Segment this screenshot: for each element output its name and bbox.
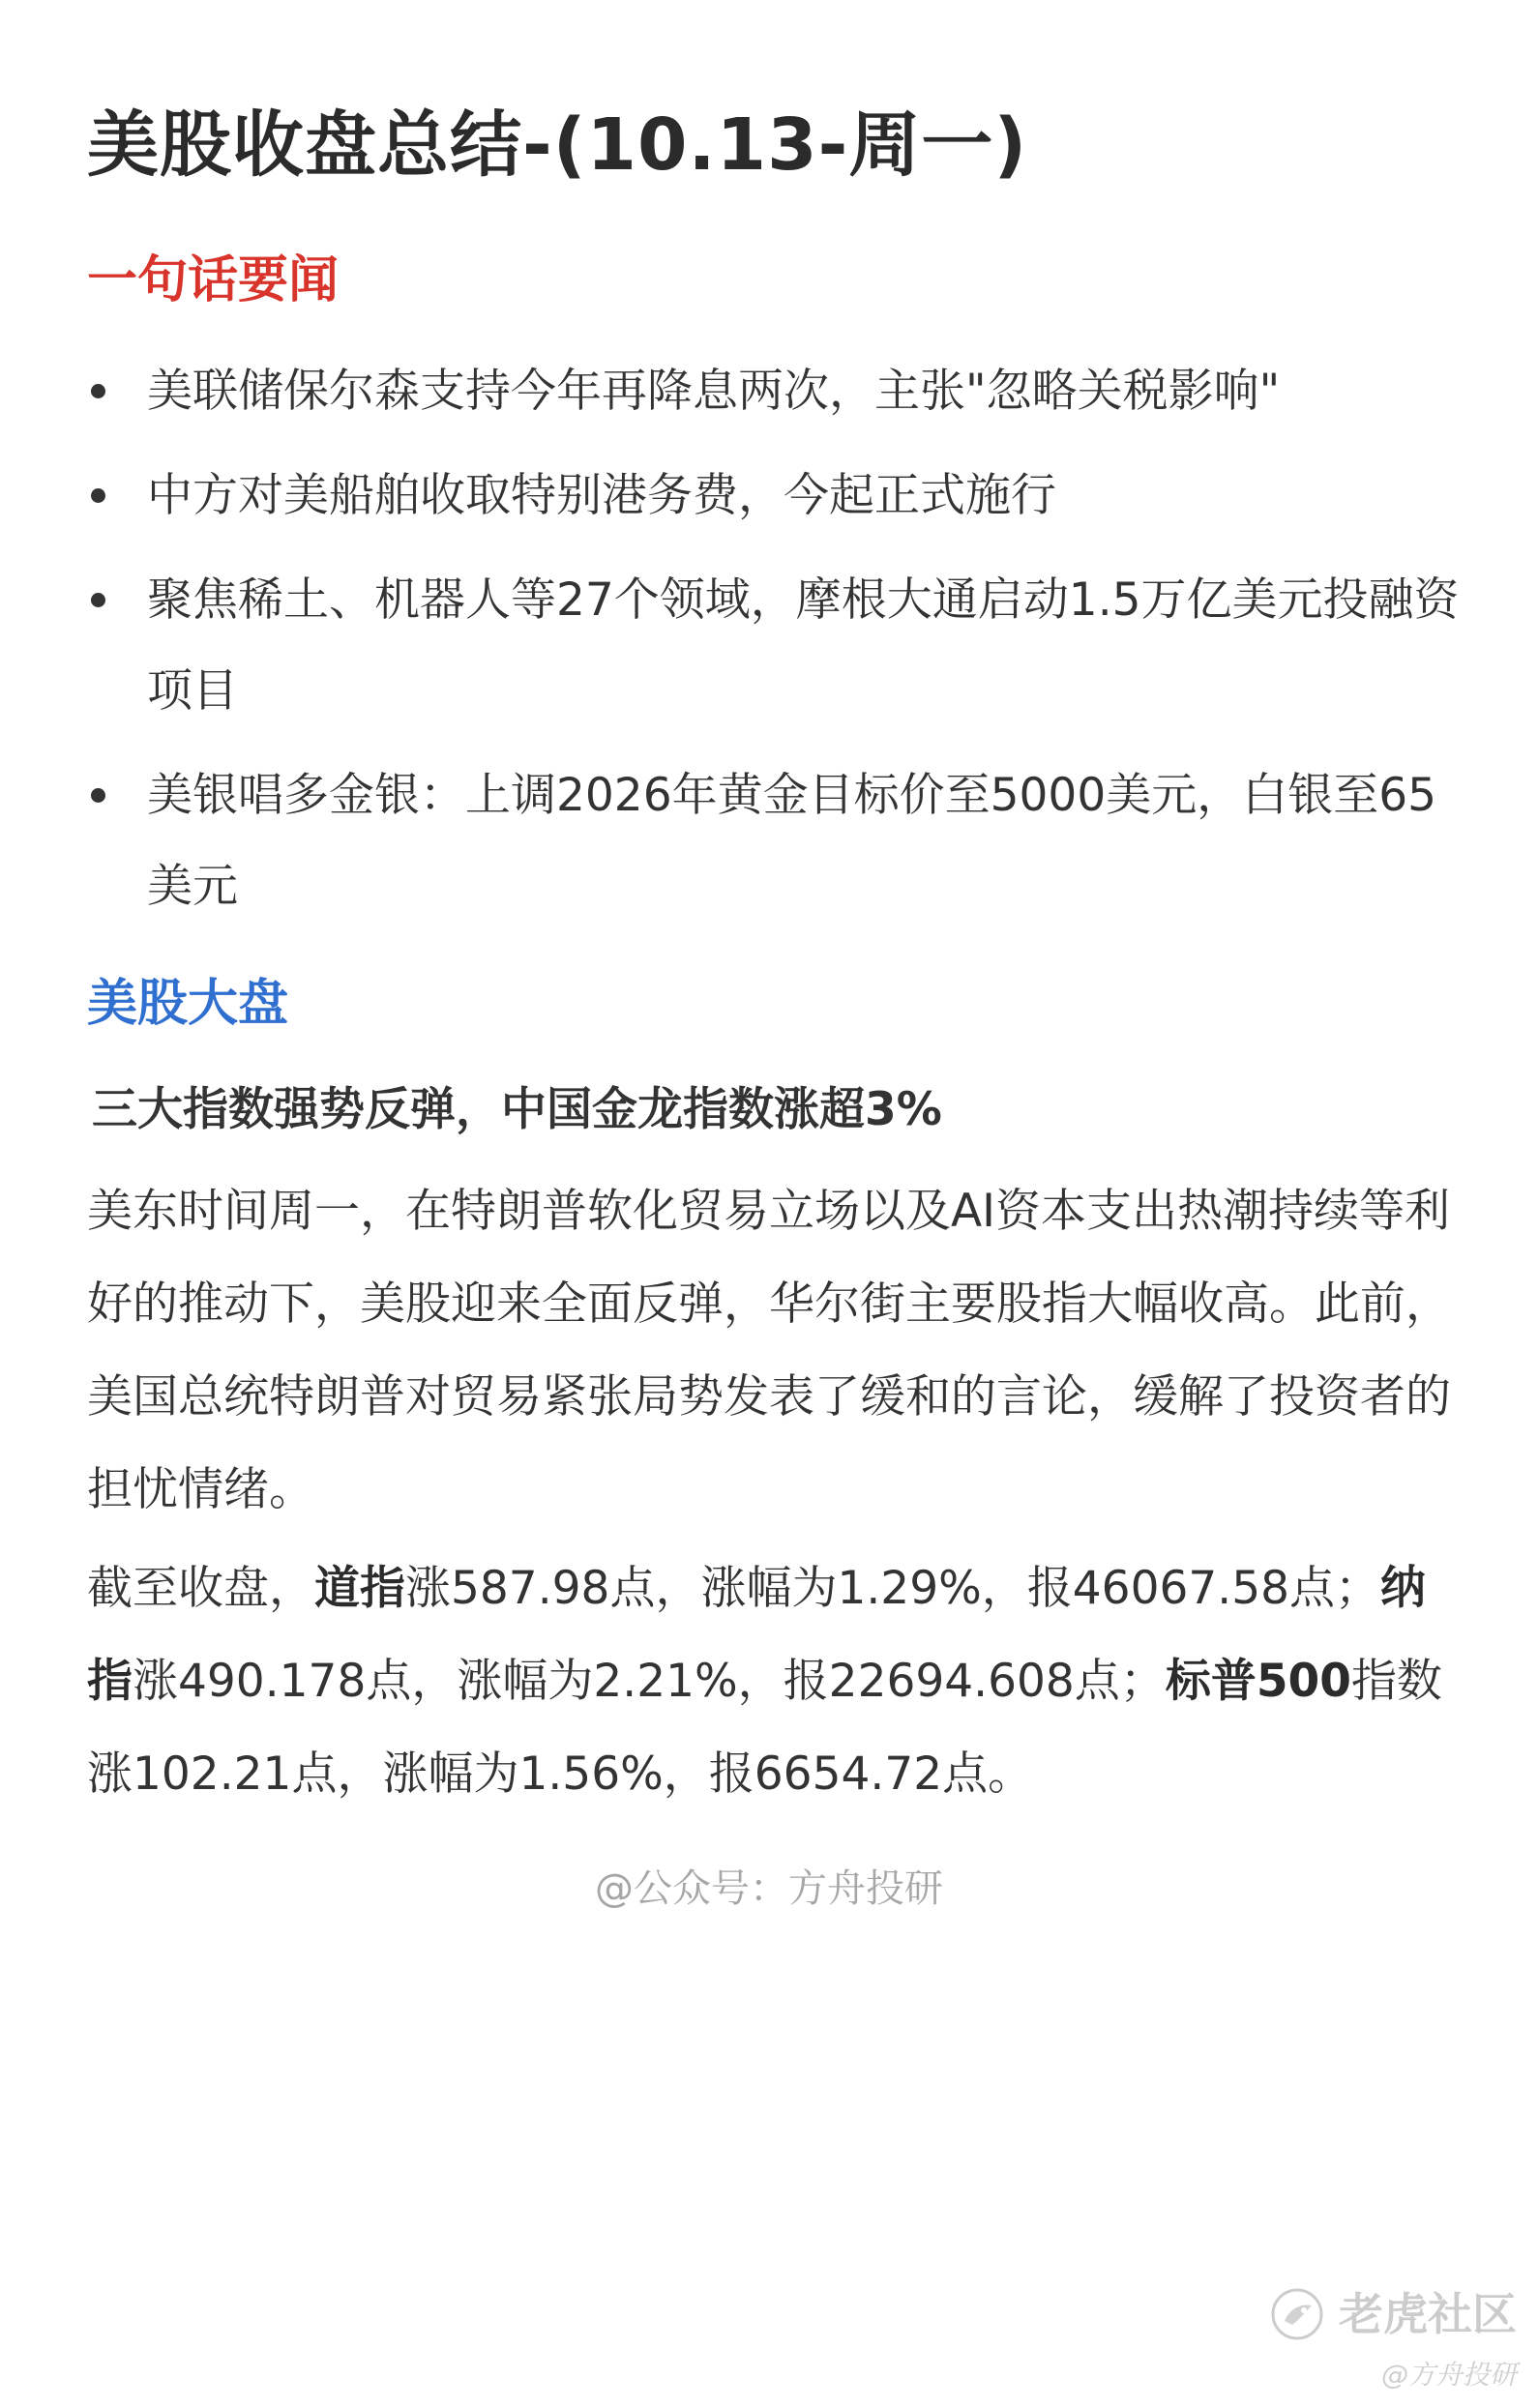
- news-item-text: 中方对美船舶收取特别港务费，今起正式施行: [147, 469, 1056, 522]
- article-title: 美股收盘总结-(10.13-周一): [87, 103, 1028, 187]
- market-paragraph: 美东时间周一，在特朗普软化贸易立场以及AI资本支出热潮持续等利好的推动下，美股迎来全面反弹，华尔街主要股指大幅收高。此前，美国总统特朗普对贸易紧张局势发表了缓和的言论，缓解了投资者的担忧情绪。: [87, 1185, 1451, 1516]
- bullet-icon: [91, 788, 105, 803]
- section-heading-news: 一句话要闻: [87, 251, 340, 309]
- market-subheading: 三大指数强势反弹，中国金龙指数涨超3%: [92, 1083, 942, 1136]
- bullet-icon: [91, 593, 105, 607]
- watermark-handle: @方舟投研: [1380, 2359, 1517, 2391]
- watermark-brand: 老虎社区: [1339, 2288, 1517, 2340]
- news-item: [87, 750, 1461, 932]
- news-item: [87, 346, 1461, 437]
- nasdaq-text: 涨490.178点，涨幅为2.21%，报22694.608点；: [133, 1655, 1166, 1708]
- news-item-text: 聚焦稀土、机器人等27个领域，摩根大通启动1.5万亿美元投融资项目: [147, 573, 1460, 718]
- news-item-text: 美联储保尔森支持今年再降息两次，主张"忽略关税影响": [147, 365, 1281, 418]
- tiger-community-logo-icon: [1269, 2286, 1325, 2342]
- close-prefix: 截至收盘，: [87, 1562, 314, 1615]
- news-item: [87, 555, 1461, 737]
- market-close-paragraph: [87, 1542, 1461, 1821]
- sp500-text: 指数涨102.21点，涨幅为1.56%，报6654.72点。: [87, 1655, 1442, 1801]
- source-credit: @公众号：方舟投研: [595, 1866, 943, 1911]
- section-heading-market: 美股大盘: [87, 975, 289, 1033]
- bullet-icon: [91, 488, 105, 503]
- news-item: [87, 451, 1461, 542]
- dow-text: 涨587.98点，涨幅为1.29%，报46067.58点；: [405, 1562, 1381, 1615]
- watermark: [1269, 2286, 1517, 2342]
- nasdaq-label: 纳指: [87, 1562, 1427, 1708]
- news-item-text: 美银唱多金银：上调2026年黄金目标价至5000美元，白银至65美元: [147, 769, 1437, 913]
- news-list: [87, 346, 1461, 946]
- dow-label: 道指: [314, 1562, 405, 1615]
- bullet-icon: [91, 384, 105, 398]
- sp500-label: 标普500: [1165, 1655, 1351, 1708]
